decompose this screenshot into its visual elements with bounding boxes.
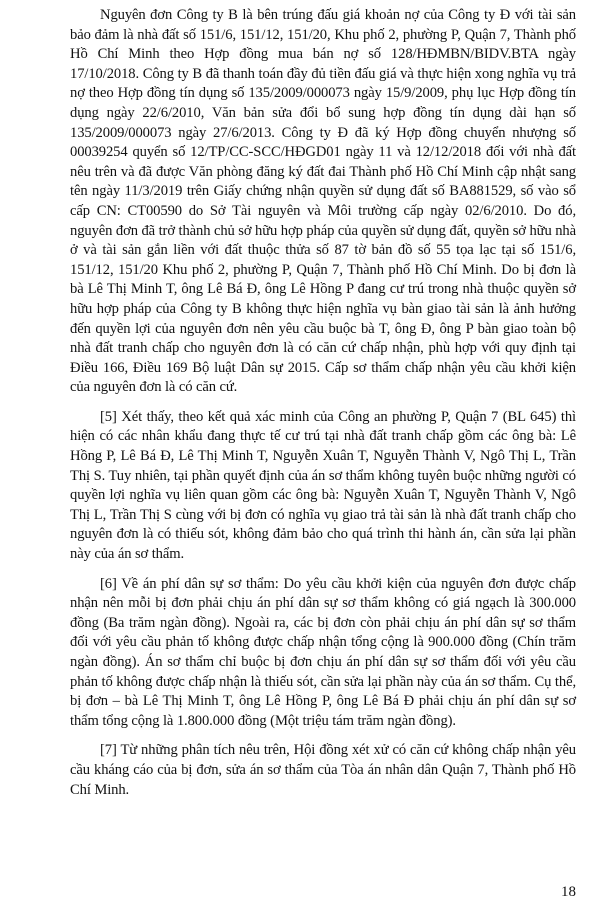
paragraph-6-court-fees: [6] Về án phí dân sự sơ thẩm: Do yêu cầu khởi kiện của nguyên đơn được chấp nhận nên mỗi bị đơn phải chịu án phí dân sự sơ thẩm không có giá ngạch là 300.000 đồng (Ba trăm ngàn đồng). Ngoài ra, các bị đơn còn phải chịu án phí dân sự sơ thẩm đối với yêu cầu phản tố không được chấp nhận tổng cộng là 900.000 đồng (Chín trăm ngàn đồng). Án sơ thẩm chỉ buộc bị đơn chịu án phí dân sự sơ thẩm đối với yêu cầu phản tố không được chấp nhận là thiếu sót, cần sửa lại phần này của án sơ thẩm. Cụ thể, bị đơn – bà Lê Thị Minh T, ông Lê Hồng P, ông Lê Bá Đ phải chịu án phí dân sự sơ thẩm tổng cộng là 1.800.000 đồng (Một triệu tám trăm ngàn đồng).: [70, 575, 576, 729]
paragraph-5-residents: [5] Xét thấy, theo kết quả xác minh của Công an phường P, Quận 7 (BL 645) thì hiện có các nhân khẩu đang thực tế cư trú tại nhà đất tranh chấp gồm các ông bà: Lê Hồng P, Lê Bá Đ, Lê Thị Minh T, Nguyễn Xuân T, Nguyễn Thành V, Ngô Thị L, Trần Thị S. Tuy nhiên, tại phần quyết định của án sơ thẩm không tuyên buộc những người có quyền lợi nghĩa vụ liên quan gồm các ông bà: Nguyễn Xuân T, Nguyễn Thành V, Ngô Thị L, Trần Thị S cùng với bị đơn có nghĩa vụ giao trả tài sản là nhà đất tranh chấp cho nguyên đơn là có thiếu sót, không đảm bảo cho quá trình thi hành án, cần sửa lại phần này của án sơ thẩm.: [70, 408, 576, 563]
paragraph-7-conclusion: [7] Từ những phân tích nêu trên, Hội đồng xét xử có căn cứ không chấp nhận yêu cầu kháng cáo của bị đơn, sửa án sơ thẩm của Tòa án nhân dân Quận 7, Thành phố Hồ Chí Minh.: [70, 742, 576, 798]
paragraph-plaintiff-ownership: Nguyên đơn Công ty B là bên trúng đấu giá khoản nợ của Công ty Đ với tài sản bảo đảm là nhà đất số 151/6, 151/12, 151/20, Khu phố 2, phường P, Quận 7, Thành phố Hồ Chí Minh theo Hợp đồng mua bán nợ số 128/HĐMBN/BIDV.BTA ngày 17/10/2018. Công ty B đã thanh toán đầy đủ tiền đấu giá và thực hiện xong nghĩa vụ trả nợ theo Hợp đồng tín dụng số 135/2009/000073 ngày 15/9/2009, phụ lục Hợp đồng tín dụng ngày 22/6/2010, Văn bản sửa đổi bổ sung hợp đồng tín dụng dài hạn số 135/2009/000073 ngày 27/6/2013. Công ty Đ đã ký Hợp đồng chuyển nhượng số 00039254 quyển số 12/TP/CC-SCC/HĐGD01 ngày 11 và 12/12/2018 đối với nhà đất nêu trên và đã được Văn phòng đăng ký đất đai Thành phố Hồ Chí Minh cập nhật sang tên ngày 11/3/2019 trên Giấy chứng nhận quyền sử dụng đất số BA881529, số vào sổ cấp CN: CT00590 do Sở Tài nguyên và Môi trường cấp ngày 02/6/2010. Do đó, nguyên đơn đã trở thành chủ sở hữu hợp pháp của quyền sử dụng đất, quyền sở hữu nhà ở và tài sản gắn liền với đất thuộc thửa số 87 tờ bản đồ số 55 tọa lạc tại số 151/6, 151/12, 151/20 Khu phố 2, phường P, Quận 7, Thành phố Hồ Chí Minh. Do bị đơn là bà Lê Thị Minh T, ông Lê Bá Đ, ông Lê Hồng P đang cư trú trong nhà thuộc quyền sở hữu hợp pháp của Công ty B không thực hiện nghĩa vụ bàn giao tài sản là ảnh hưởng đến quyền lợi của nguyên đơn nên yêu cầu buộc bà T, ông Đ, ông P bàn giao toàn bộ nhà đất tranh chấp cho nguyên đơn là có căn cứ chấp nhận, phù hợp với quy định tại Điều 166, Điều 169 Bộ luật Dân sự 2015. Cấp sơ thẩm chấp nhận yêu cầu khởi kiện của nguyên đơn là có căn cứ.: [70, 7, 576, 396]
page-number: 18: [561, 884, 576, 900]
